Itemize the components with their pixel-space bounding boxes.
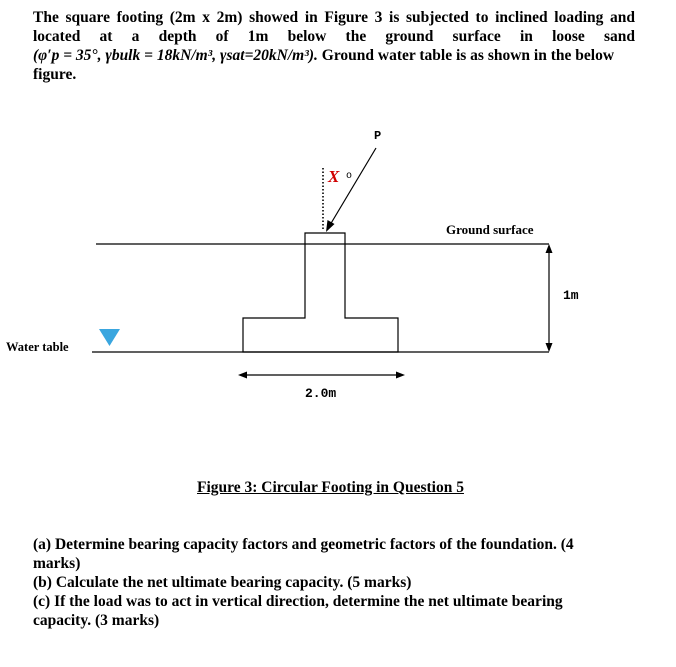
angle-symbol: X <box>328 167 340 186</box>
load-arrowhead <box>326 220 335 232</box>
ground-surface-label: Ground surface <box>446 222 534 237</box>
problem-line-1: The square footing (2m x 2m) showed in Figure 3 is subjected to inclined loading and <box>33 9 635 26</box>
figure-caption: Figure 3: Circular Footing in Question 5 <box>197 479 464 496</box>
question-b: (b) Calculate the net ultimate bearing capacity. (5 marks) <box>33 574 412 591</box>
depth-arrow-bottom <box>546 343 553 352</box>
water-table-label: Water table <box>6 340 69 354</box>
problem-line-4: figure. <box>33 66 77 83</box>
depth-arrow-top <box>546 244 553 253</box>
question-c: (c) If the load was to act in vertical direction, determine the net ultimate bearing capacity. (3 marks) <box>33 593 563 629</box>
problem-statement <box>33 8 635 84</box>
width-label: 2.0m <box>305 386 337 401</box>
width-arrow-right <box>396 372 405 379</box>
groundwater-note: Ground water table is as shown in the below <box>317 47 615 64</box>
footing-outline <box>243 233 398 352</box>
depth-label: 1m <box>563 288 579 303</box>
water-table-icon <box>99 329 120 346</box>
inclined-load-line <box>330 148 376 225</box>
problem-line-3 <box>33 46 635 65</box>
problem-line-2: located at a depth of 1m below the ground surface in loose sand <box>33 28 635 45</box>
question-list <box>33 535 613 630</box>
degree-symbol: o <box>346 171 353 182</box>
width-arrow-left <box>238 372 247 379</box>
soil-parameters: (φ′p = 35°, γbulk = 18kN/m³, γsat=20kN/m³). <box>33 47 318 64</box>
question-a: (a) Determine bearing capacity factors and geometric factors of the foundation. (4 marks) <box>33 536 574 572</box>
footing-diagram <box>0 110 676 410</box>
load-label: P <box>374 129 382 143</box>
